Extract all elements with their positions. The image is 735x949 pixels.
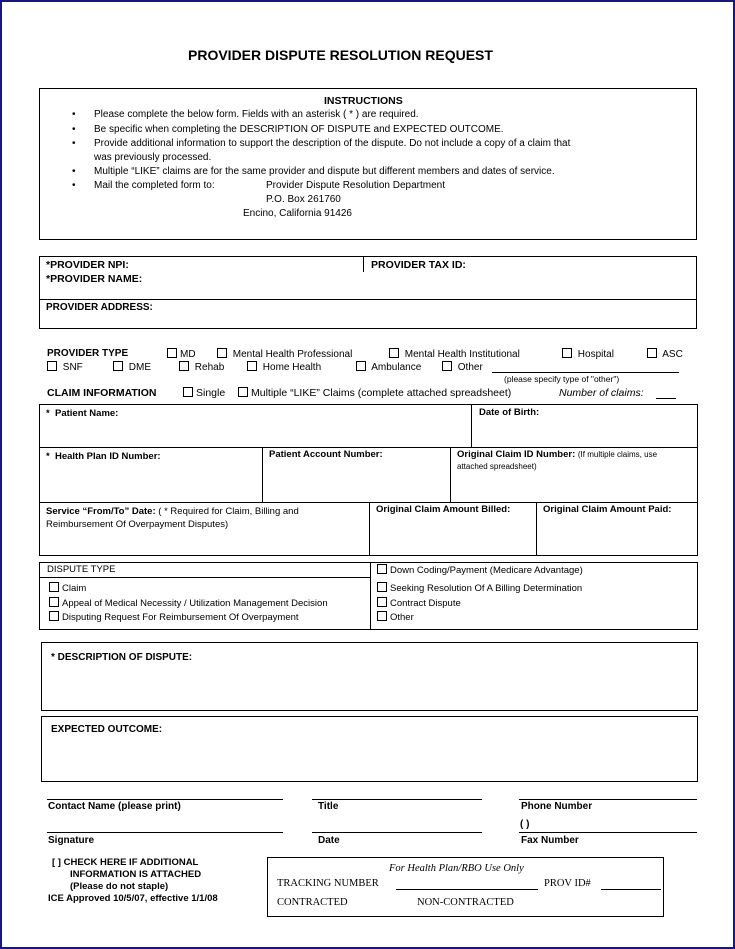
other-specify-note: (please specify type of "other") (504, 374, 620, 384)
office-use-box (267, 857, 664, 917)
checkbox[interactable] (238, 387, 248, 397)
divider (370, 563, 371, 629)
prov-id-line[interactable] (601, 889, 661, 890)
tracking-number-line[interactable] (396, 889, 538, 890)
amount-paid-label: Original Claim Amount Paid: (543, 504, 672, 515)
dispute-billing[interactable]: Seeking Resolution Of A Billing Determination (377, 582, 582, 595)
checkbox[interactable] (179, 361, 189, 371)
date-label: Date (318, 835, 340, 846)
attachment-check-line-2: INFORMATION IS ATTACHED (70, 869, 202, 880)
provider-type-other[interactable]: Other (442, 361, 483, 374)
claim-information-label: CLAIM INFORMATION (47, 387, 157, 399)
instruction-line-2: Be specific when completing the DESCRIPTION OF DISPUTE and EXPECTED OUTCOME. (94, 124, 504, 135)
provider-tax-id-label: PROVIDER TAX ID: (371, 259, 466, 271)
provider-name-label: *PROVIDER NAME: (46, 273, 143, 285)
divider (363, 257, 364, 272)
dispute-other[interactable]: Other (377, 611, 414, 624)
provider-type-ambulance[interactable]: Ambulance (356, 361, 421, 374)
checkbox[interactable] (247, 361, 257, 371)
contact-name-line[interactable] (47, 799, 283, 800)
patient-account-label: Patient Account Number: (269, 449, 383, 460)
title-line[interactable] (312, 799, 482, 800)
dob-label: Date of Birth: (479, 407, 540, 418)
divider (40, 577, 370, 578)
checkbox[interactable] (356, 361, 366, 371)
instruction-line-4: Multiple “LIKE” claims are for the same provider and dispute but different members and dates of service. (94, 166, 555, 177)
bullet: • (72, 138, 76, 149)
divider (536, 502, 537, 555)
expected-outcome-box[interactable] (41, 716, 698, 782)
page-title: PROVIDER DISPUTE RESOLUTION REQUEST (188, 47, 493, 63)
staple-note: (Please do not staple) (70, 881, 169, 892)
bullet: • (72, 124, 76, 135)
office-use-heading: For Health Plan/RBO Use Only (389, 863, 524, 874)
orig-claim-id-note: attached spreadsheet) (457, 462, 537, 471)
dispute-type-label: DISPUTE TYPE (47, 564, 116, 575)
number-of-claims-line[interactable] (656, 398, 676, 399)
fax-line[interactable] (519, 832, 697, 833)
mail-address-line-1: Provider Dispute Resolution Department (266, 180, 445, 191)
description-box[interactable] (41, 642, 698, 711)
health-plan-id-label: * Health Plan ID Number: (46, 451, 161, 462)
provider-box (39, 256, 697, 329)
approval-note: ICE Approved 10/5/07, effective 1/1/08 (48, 893, 218, 904)
checkbox[interactable] (49, 582, 59, 592)
divider (471, 405, 472, 447)
checkbox[interactable] (49, 597, 59, 607)
description-label: * DESCRIPTION OF DISPUTE: (51, 652, 193, 663)
provider-type-mhi[interactable]: Mental Health Institutional (389, 348, 520, 361)
checkbox[interactable] (377, 597, 387, 607)
prov-id-label: PROV ID# (544, 878, 591, 889)
service-date-label: Service “From/To” Date: ( * Required for Claim, Billing and (46, 506, 299, 517)
patient-name-label: * Patient Name: (46, 408, 119, 419)
number-of-claims-label: Number of claims: (559, 387, 644, 399)
checkbox[interactable] (167, 348, 177, 358)
checkbox[interactable] (562, 348, 572, 358)
provider-type-rehab[interactable]: Rehab (179, 361, 224, 374)
amount-billed-label: Original Claim Amount Billed: (376, 504, 511, 515)
provider-type-asc[interactable]: ASC (647, 348, 683, 361)
dispute-claim[interactable]: Claim (49, 582, 86, 595)
checkbox[interactable] (377, 564, 387, 574)
claim-fields-box (39, 404, 698, 556)
checkbox[interactable] (647, 348, 657, 358)
contracted-option[interactable]: CONTRACTED (277, 897, 348, 908)
bullet: • (72, 180, 76, 191)
provider-type-md[interactable]: MD (167, 348, 196, 361)
mail-address-line-2: P.O. Box 261760 (266, 194, 341, 205)
checkbox[interactable] (47, 361, 57, 371)
checkbox[interactable] (377, 611, 387, 621)
fax-label: Fax Number (521, 835, 579, 846)
checkbox[interactable] (49, 611, 59, 621)
dispute-disputing[interactable]: Disputing Request For Reimbursement Of Overpayment (49, 611, 299, 624)
checkbox[interactable] (183, 387, 193, 397)
provider-address-label: PROVIDER ADDRESS: (46, 302, 153, 313)
tracking-number-label: TRACKING NUMBER (277, 878, 379, 889)
dispute-down-coding[interactable]: Down Coding/Payment (Medicare Advantage) (377, 564, 583, 577)
provider-npi-label: *PROVIDER NPI: (46, 259, 129, 271)
signature-line[interactable] (47, 832, 283, 833)
contact-name-label: Contact Name (please print) (48, 801, 181, 812)
checkbox[interactable] (217, 348, 227, 358)
attachment-check[interactable]: [ ] CHECK HERE IF ADDITIONAL (52, 857, 199, 868)
mail-address-line-3: Encino, California 91426 (243, 208, 352, 219)
provider-type-snf[interactable]: SNF (47, 361, 83, 374)
checkbox[interactable] (442, 361, 452, 371)
checkbox[interactable] (113, 361, 123, 371)
date-line[interactable] (312, 832, 482, 833)
instructions-box (39, 88, 697, 240)
dispute-appeal[interactable]: Appeal of Medical Necessity / Utilization Management Decision (49, 597, 328, 610)
provider-type-home-health[interactable]: Home Health (247, 361, 321, 374)
title-label: Title (318, 801, 339, 812)
provider-type-label: PROVIDER TYPE (47, 348, 129, 359)
phone-line[interactable] (519, 799, 697, 800)
checkbox[interactable] (389, 348, 399, 358)
claim-multiple[interactable]: Multiple “LIKE” Claims (complete attached spreadsheet) (238, 387, 511, 399)
bullet: • (72, 166, 76, 177)
phone-label: Phone Number (521, 801, 593, 812)
instruction-line-1: Please complete the below form. Fields with an asterisk ( * ) are required. (94, 109, 419, 120)
non-contracted-option[interactable]: NON-CONTRACTED (417, 897, 514, 908)
dispute-contract[interactable]: Contract Dispute (377, 597, 461, 610)
claim-single[interactable]: Single (183, 387, 225, 399)
expected-outcome-label: EXPECTED OUTCOME: (51, 724, 163, 735)
phone-area-code: ( ) (520, 819, 530, 830)
instructions-heading: INSTRUCTIONS (324, 95, 403, 107)
instruction-line-3b: was previously processed. (94, 152, 212, 163)
orig-claim-id-label: Original Claim ID Number: (If multiple claims, use (457, 449, 658, 460)
divider (450, 447, 451, 502)
checkbox[interactable] (377, 582, 387, 592)
signature-label: Signature (48, 835, 95, 846)
provider-type-dme[interactable]: DME (113, 361, 151, 374)
divider (40, 299, 696, 300)
divider (40, 447, 697, 448)
provider-type-hospital[interactable]: Hospital (562, 348, 614, 361)
divider (262, 447, 263, 502)
bullet: • (72, 109, 76, 120)
divider (369, 502, 370, 555)
instruction-line-3a: Provide additional information to support the description of the dispute. Do not include a copy of a claim that (94, 138, 571, 149)
provider-type-mhp[interactable]: Mental Health Professional (217, 348, 352, 361)
other-specify-line[interactable] (492, 372, 679, 373)
instruction-mail-label: Mail the completed form to: (94, 180, 215, 191)
dispute-type-box (39, 562, 698, 630)
service-date-note: Reimbursement Of Overpayment Disputes) (46, 519, 229, 530)
